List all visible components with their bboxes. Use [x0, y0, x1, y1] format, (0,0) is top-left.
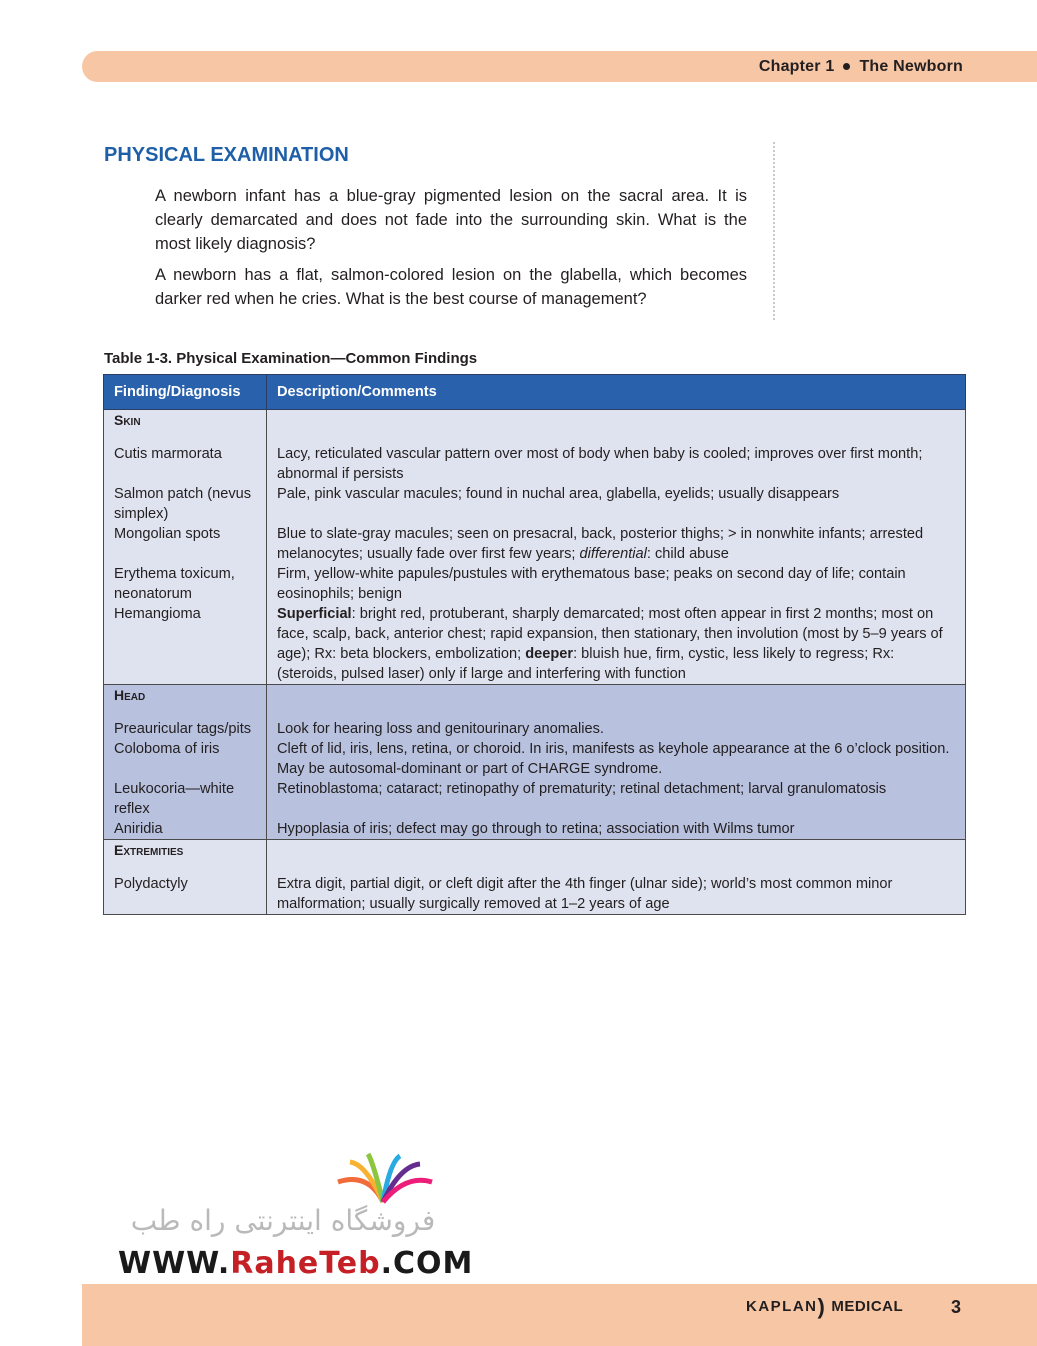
description-cell: Extra digit, partial digit, or cleft digit after the 4th finger (ulnar side); world’s most common minor malformation; usually surgically removed at 1–2 years of age — [267, 874, 966, 915]
section-label-head: Head — [114, 687, 146, 703]
description-text: Blue to slate-gray macules; seen on presacral, back, posterior thighs; > in nonwhite infants; arrested melanocytes; usually fade over first few years; — [277, 526, 924, 562]
brand-name: KAPLAN — [746, 1298, 818, 1315]
table-row — [104, 739, 966, 779]
description-cell: Lacy, reticulated vascular pattern over most of body when baby is cooled; improves over first month; abnormal if persists — [267, 444, 966, 484]
table-row — [104, 524, 966, 564]
raheteb-watermark — [118, 1152, 474, 1282]
table-row — [104, 484, 966, 524]
findings-table — [103, 374, 966, 915]
description-text: : bluish hue, firm, cystic, less likely to regress; Rx: (steroids, pulsed laser) only if large and interfering with function — [277, 646, 895, 682]
description-cell — [267, 524, 966, 564]
section-label-skin: Skin — [114, 412, 141, 428]
finding-cell: Aniridia — [104, 819, 267, 840]
finding-cell: Leukocoria—white reflex — [104, 779, 267, 819]
description-cell — [267, 604, 966, 685]
section-row-extremities — [104, 840, 966, 875]
table-row — [104, 564, 966, 604]
description-cell: Retinoblastoma; cataract; retinopathy of prematurity; retinal detachment; larval granulomatosis — [267, 779, 966, 819]
table-row — [104, 719, 966, 739]
description-strong: Superficial — [277, 606, 352, 622]
finding-cell: Polydactyly — [104, 874, 267, 915]
question-1: A newborn infant has a blue-gray pigmented lesion on the sacral area. It is clearly demarcated and does not fade into the surrounding skin. What is the most likely diagnosis? — [155, 187, 747, 253]
description-cell: Look for hearing loss and genitourinary anomalies. — [267, 719, 966, 739]
description-cell: Firm, yellow-white papules/pustules with erythematous base; peaks on second day of life; contain eosinophils; benign — [267, 564, 966, 604]
finding-cell: Hemangioma — [104, 604, 267, 685]
description-text: : bright red, protuberant, sharply demarcated; most often appear in first 2 months; most on face, scalp, back, anterior chest; rapid expansion, then stationary, then involution (most by 5–9 years of age); Rx: beta blockers, embolization; — [277, 606, 943, 662]
book-fan-icon — [328, 1152, 438, 1204]
table-row — [104, 874, 966, 915]
section-row-skin — [104, 410, 966, 445]
watermark-url — [118, 1246, 473, 1281]
finding-cell: Erythema toxicum, neonatorum — [104, 564, 267, 604]
margin-divider — [773, 142, 775, 320]
description-emphasis: differential — [579, 546, 647, 562]
url-suffix: .COM — [380, 1246, 474, 1281]
section-row-head — [104, 685, 966, 720]
description-cell: Hypoplasia of iris; defect may go through to retina; association with Wilms tumor — [267, 819, 966, 840]
description-strong: deeper — [525, 646, 574, 662]
question-2: A newborn has a flat, salmon-colored lesion on the glabella, which becomes darker red when he cries. What is the best course of management? — [155, 266, 747, 308]
table-row — [104, 604, 966, 685]
finding-cell: Salmon patch (nevus simplex) — [104, 484, 267, 524]
kaplan-medical-logo — [746, 1294, 904, 1319]
url-prefix: WWW. — [118, 1246, 231, 1281]
header-finding: Finding/Diagnosis — [104, 375, 267, 410]
table-title: Table 1-3. Physical Examination—Common Findings — [104, 350, 478, 367]
section-title: PHYSICAL EXAMINATION — [104, 144, 349, 166]
section-label-extremities: Extremities — [114, 842, 184, 858]
brand-suffix: MEDICAL — [831, 1298, 904, 1315]
table-row — [104, 779, 966, 819]
finding-cell: Mongolian spots — [104, 524, 267, 564]
header-description: Description/Comments — [267, 375, 966, 410]
chapter-number: Chapter 1 — [758, 58, 835, 75]
bullet-icon — [843, 63, 850, 70]
finding-cell: Coloboma of iris — [104, 739, 267, 779]
description-cell: Pale, pink vascular macules; found in nuchal area, glabella, eyelids; usually disappears — [267, 484, 966, 524]
finding-cell: Preauricular tags/pits — [104, 719, 267, 739]
running-header — [759, 58, 963, 76]
footer-band — [82, 1284, 1037, 1346]
url-brand: RaheTeb — [230, 1246, 381, 1281]
table-header-row — [104, 375, 966, 410]
watermark-persian-text: فروشگاه اینترنتی راه طب — [130, 1204, 436, 1237]
table-row — [104, 819, 966, 840]
chapter-title: The Newborn — [859, 58, 963, 75]
table-row — [104, 444, 966, 484]
finding-cell: Cutis marmorata — [104, 444, 267, 484]
page-number: 3 — [951, 1297, 962, 1317]
swoosh-icon: ) — [817, 1294, 826, 1319]
description-cell: Cleft of lid, iris, lens, retina, or choroid. In iris, manifests as keyhole appearance at the 6 o’clock position. May be autosomal-dominant or part of CHARGE syndrome. — [267, 739, 966, 779]
description-text: : child abuse — [646, 546, 729, 562]
